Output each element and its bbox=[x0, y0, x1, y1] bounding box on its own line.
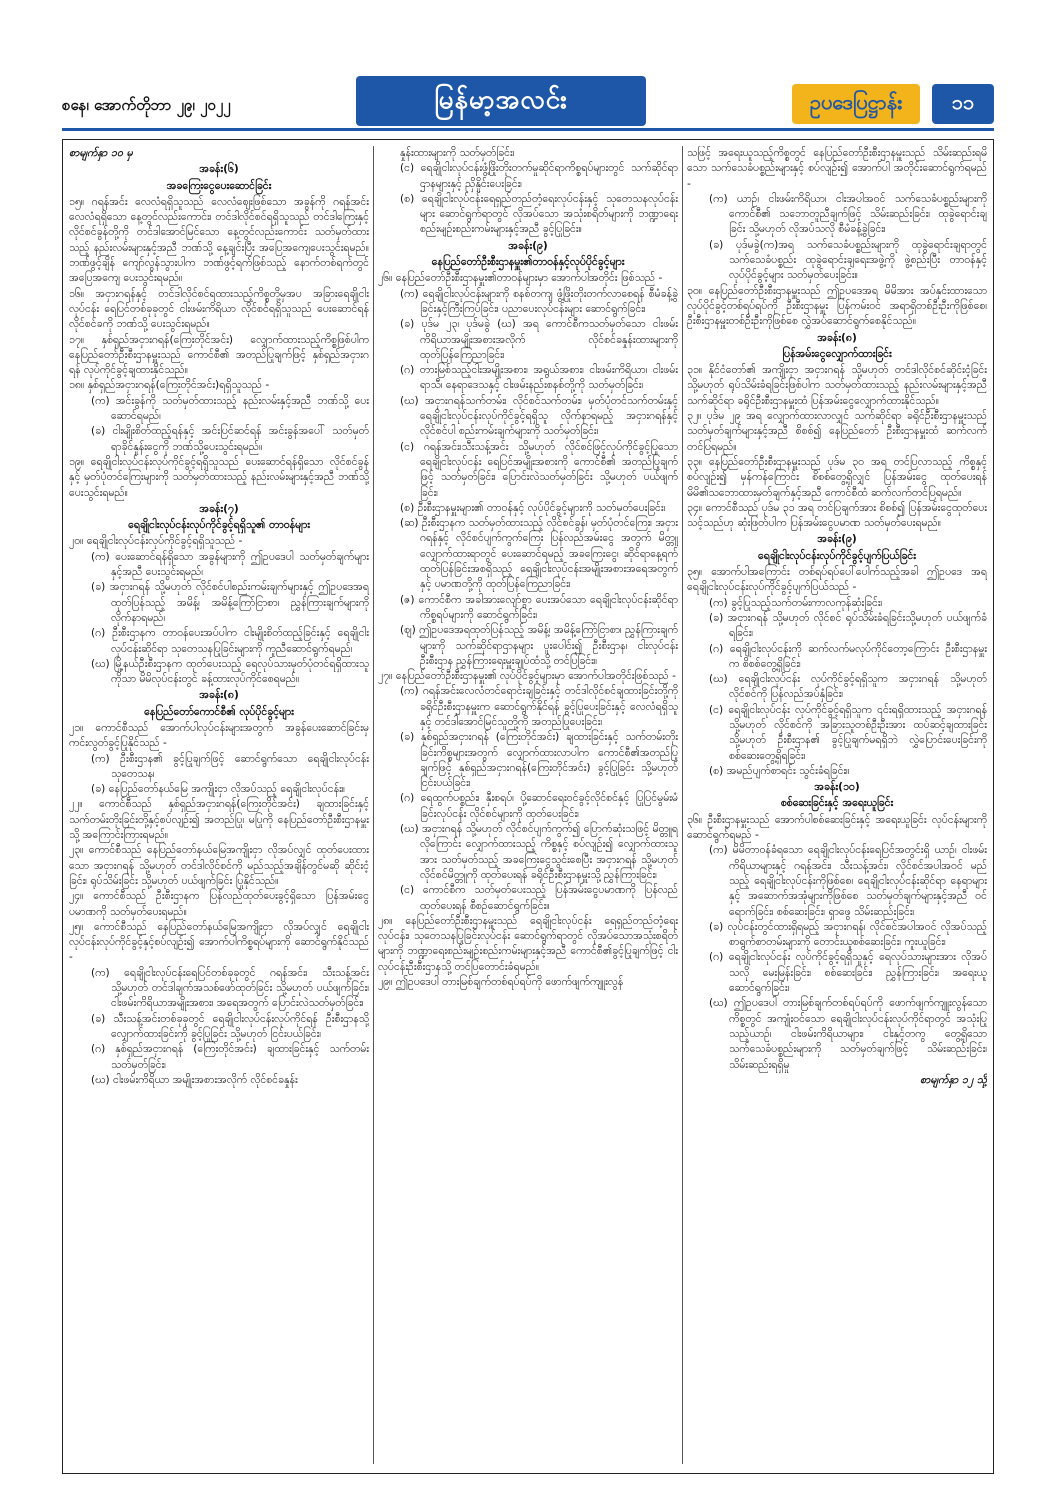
section-paragraph: ၂၁။ ကောင်စီသည် အောက်ပါလုပ်ငန်းများအတွက် အခွန်ပေးဆောင်ခြင်းမှ ကင်းလွတ်ခွင့်ပြုနိုင်သည် - bbox=[69, 721, 369, 750]
subsection: (ဂ) ရေထွက်ပစ္စည်း၊ နှီးစရပ်၊ ပို့ဆောင်ရေးဝင်ခွင့်လိုင်စင်နှင့် ပြုပြင်မွမ်းမံခြင်းလုပ်ငန်း လိုင်စင်များကို ထုတ်ပေးခြင်း၊ bbox=[400, 792, 678, 820]
chapter-title: အခကြေးငွေပေးဆောင်ခြင်း bbox=[166, 179, 272, 192]
section-paragraph: ၂၅။ ကောင်စီသည် နေပြည်တော်နယ်မြေအကျိုးငှာ လိုအပ်လျှင် ရေချိုငါးလုပ်ငန်းလုပ်ကိုင်ခွင့်နှင့်စပ်လျဉ်း၍ အောက်ပါကိစ္စရပ်များကို ဆောင်ရွက်နိုင်သည် - bbox=[69, 920, 369, 964]
article-frame bbox=[62, 139, 994, 1474]
subsection: (ခ) ပုဒ်မ ၂၃၊ ပုဒ်မခွဲ (ဃ) အရ ကောင်စီကသတ်မှတ်သော ငါးဖမ်းကိရိယာအမျိုးအစားအလိုက် လိုင်စင်ခနှုန်းထားများကို ထုတ်ပြန်ကြေညာခြင်း၊ bbox=[400, 318, 678, 361]
subsection: (ခ) ငါးမျိုးစိတ်ထည့်ရန်နှင့် အင်းပြင်ဆင်ရန် အင်းခွန်အပေါ် သတ်မှတ်ရာခိုင်နှုန်းငွေကို ဘဏ်သို့ပေးသွင်းရမည်။ bbox=[91, 425, 369, 453]
subsection: (ခ) လုပ်ငန်းတွင်ထားရှိရမည့် အငှားဂရန်၊ လိုင်စင်အပါအဝင် လိုအပ်သည့်စာရွက်စာတမ်းများကို တောင်းယူစစ်ဆေးခြင်း၊ ကူးယူခြင်း၊ bbox=[709, 920, 987, 949]
subsection: (က) ရေချိုငါးလုပ်ငန်းများကို စနစ်တကျ ဖွံ့ဖြိုးတိုးတက်လာစေရန် စီမံခန့်ခွဲခြင်းနှင့်ကြီးကြပ်ခြင်း၊ ပညာပေးလုပ်ငန်းများ ဆောင်ရွက်ခြင်း၊ bbox=[400, 287, 678, 315]
section-banner bbox=[792, 84, 920, 124]
chapter-number: အခန်း(၁၀) bbox=[814, 781, 860, 794]
subsection: (ဂ) ရေချိုငါးလုပ်ငန်းကို ဆက်လက်မလုပ်ကိုင်တော့ကြောင်း ဦးစီးဌာနမှူးက စိစစ်တွေ့ရှိခြင်း၊ bbox=[709, 642, 987, 670]
subsection: (က) အင်းခွန်ကို သတ်မှတ်ထားသည့် နည်းလမ်းနှင့်အညီ ဘဏ်သို့ ပေးဆောင်ရမည်၊ bbox=[91, 394, 369, 423]
section-paragraph: ၂၄။ ကောင်စီသည် ဦးစီးဌာနက ပြန်လည်ထုတ်ပေးခွင့်ရှိသော ပြန်အမ်းငွေပမာဏကို သတ်မှတ်ပေးရမည်။ bbox=[69, 890, 369, 918]
subsection: (ဃ) ငါးဖမ်းကိရိယာ အမျိုးအစားအလိုက် လိုင်စင်ခနှုန်း bbox=[91, 1073, 298, 1086]
masthead-title: မြန်မာ့အလင်း bbox=[434, 84, 568, 115]
subsection: (င) ဂရန်အင်း၊သီးသန့်အင်း သို့မဟုတ် လိုင်စင်ဖြင့်လုပ်ကိုင်ခွင့်ပြုသော ရေချိုငါးလုပ်ငန်း ရေပြင်အမျိုးအစားကို ကောင်စီ၏ အတည်ပြုချက်ဖြင့် သတ်မှတ်ခြင်း၊ ပြောင်းလဲသတ်မှတ်ခြင်း သို့မဟုတ် ပယ်ဖျက်ခြင်း၊ bbox=[400, 440, 678, 499]
column-divider bbox=[373, 146, 374, 1464]
subsection: (က) ပေးဆောင်ရန်ရှိသော အခွန်များကို ဤဥပဒေပါ သတ်မှတ်ချက်များနှင့်အညီ ပေးသွင်းရမည်၊ bbox=[91, 550, 369, 579]
subsection: (စ) အမည်ပျက်စာရင်း သွင်းခံရခြင်း။ bbox=[709, 764, 850, 777]
chapter-number: အခန်း(၆) bbox=[199, 163, 239, 176]
chapter-number: အခန်း(၉) bbox=[817, 533, 857, 546]
subsection: (ခ) နှစ်ရှည်အငှားဂရန် (ကြေးတိုင်အင်း) ချထားခြင်းနှင့် သက်တမ်းတိုးခြင်းကိစ္စများအတွက် လျှောက်ထားလာပါက ကောင်စီ၏အတည်ပြုချက်ဖြင့် နှစ်ရှည်အငှားဂရန်(ကြေးတိုင်အင်း) ခွင့်ပြုခြင်း သို့မဟုတ် ငြင်းပယ်ခြင်း၊ bbox=[400, 731, 678, 790]
column-divider bbox=[682, 146, 683, 1464]
subsection: (စ) ရေချိုငါးလုပ်ငန်းရေရှည်တည်တံ့ရေးလုပ်ငန်းနှင့် သုတေသနလုပ်ငန်းများ ဆောင်ရွက်ရာတွင် လိုအပ်သော အသုံးစရိတ်များကို ဘဏ္ဍာရေးစည်းမျဉ်းစည်းကမ်းများနှင့်အညီ ခွင့်ပြုခြင်း။ bbox=[400, 192, 678, 236]
chapter-number: အခန်း(၈) bbox=[817, 331, 857, 344]
section-paragraph: ၃၆။ ဦးစီးဌာနမှူးသည် အောက်ပါစစ်ဆေးခြင်းနှင့် အရေးယူခြင်း လုပ်ငန်းများကို ဆောင်ရွက်ရမည် - bbox=[687, 813, 987, 842]
subsection: (င) ရေချိုငါးလုပ်ငန်း လုပ်ကိုင်ခွင့်ရရှိသူက ၎င်းရရှိထားသည့် အငှားဂရန်သို့မဟုတ် လိုင်စင်ကို အခြားသူတစ်ဦးဦးအား ထပ်ဆင့်ချထားခြင်း သို့မဟုတ် ဦးစီးဌာန၏ ခွင့်ပြုချက်မရရှိဘဲ လွှဲပြောင်းပေးခြင်းကို စစ်ဆေးတွေ့ရှိရခြင်း၊ bbox=[709, 703, 987, 762]
chapter-number: အခန်း(၇) bbox=[199, 502, 239, 515]
subsection: (ခ) အငှားဂရန် သို့မဟုတ် လိုင်စင်ပါစည်းကမ်းချက်များနှင့် ဤဥပဒေအရ ထုတ်ပြန်သည့် အမိန့်၊ အမိန့်ကြော်ငြာစာ၊ ညွှန်ကြားချက်များကိုလိုက်နာရမည်၊ bbox=[91, 581, 369, 624]
chapter-title: စစ်ဆေးခြင်းနှင့် အရေးယူခြင်း bbox=[780, 797, 894, 810]
subsection: (ဇ) ကောင်စီက အခါအားလျော်စွာ ပေးအပ်သော ရေချိုငါးလုပ်ငန်းဆိုင်ရာ ကိစ္စရပ်များကို ဆောင်ရွက်ခြင်း၊ bbox=[400, 593, 678, 621]
subsection: (စ) ဦးစီးဌာနမှူးများ၏ တာဝန်နှင့် လုပ်ပိုင်ခွင့်များကို သတ်မှတ်ပေးခြင်း၊ bbox=[400, 501, 666, 514]
chapter-title: ရေချိုငါးလုပ်ငန်းလုပ်ကိုင်ခွင့်ပျက်ပြယ်ခြင်း bbox=[758, 549, 916, 562]
section-paragraph: ၃၅။ အောက်ပါအကြောင်း တစ်ရပ်ရပ်ပေါ်ပေါက်သည့်အခါ ဤဥပဒေ အရ ရေချိုငါးလုပ်ငန်းလုပ်ကိုင်ခွင့်ပျက်ပြယ်သည် - bbox=[687, 566, 987, 594]
continued-to: စာမျက်နှာ ၁၂ သို့ bbox=[919, 1073, 987, 1086]
subsection: (က) ယာဉ်၊ ငါးဖမ်းကိရိယာ၊ ငါးအပါအဝင် သက်သေခံပစ္စည်းများကို ကောင်စီ၏ သဘောတူညီချက်ဖြင့် သိမ်းဆည်းခြင်း၊ ထုခွဲရောင်းချခြင်း သို့မဟုတ် လိုအပ်သလို စီမံခန့်ခွဲခြင်း၊ bbox=[709, 192, 987, 236]
header-rule bbox=[62, 128, 994, 131]
subsection: (ဈ) ဤဥပဒေအရထုတ်ပြန်သည့် အမိန့်၊ အမိန့်ကြော်ငြာစာ၊ ညွှန်ကြားချက်များကို သက်ဆိုင်ရာဌာနများ ပူးပေါင်း၍ ဦးစီးဌာန၊ ငါးလုပ်ငန်းဦးစီးဌာန ညွှန်ကြားရေးမှူးချုပ်ထံသို့ တင်ပြခြင်း။ bbox=[400, 624, 678, 667]
subsection: (ဂ) ဦးစီးဌာနက တာဝန်ပေးအပ်ပါက ငါးမျိုးစိတ်ထည့်ခြင်းနှင့် ရေချိုငါးလုပ်ငန်းဆိုင်ရာ သုတေသနပြုခြင်းများကို ကူညီဆောင်ရွက်ရမည်၊ bbox=[91, 627, 369, 655]
section-paragraph: ၁၅။ ဂရန်အင်း လေလံရရှိသူသည် လေလံဈေးဖြစ်သော အခွန်ကို ဂရန်အင်းလေလံရရှိသော နေ့တွင်လည်းကောင်း၊ တင်ဒါလိုင်စင်ရရှိသူသည် တင်ဒါကြေးနှင့် လိုင်စင်ခွန်တို့ကို တင်ဒါအောင်မြင်သော နေ့တွင်လည်းကောင်း သတ်မှတ်ထားသည့် နည်းလမ်းများနှင့်အညီ ဘဏ်သို့ နေ့ချင်းပြီး အပြေအကျေပေးသွင်းရမည်။ ဘဏ်ဖွင့်ချိန် ကျော်လွန်သွားပါက ဘဏ်ဖွင့်ရက်ဖြစ်သည့် နောက်တစ်ရက်တွင် အပြေအကျေ ပေးသွင်းရမည်။ bbox=[69, 195, 369, 285]
section-paragraph: ၃၂။ ပုဒ်မ ၂၉ အရ လျှောက်ထားလာလျှင် သက်ဆိုင်ရာ ခရိုင်ဦးစီးဌာနမှူးသည် သတ်မှတ်ချက်များနှင့်အညီ စိစစ်၍ နေပြည်တော် ဦးစီးဌာနမှူးထံ ဆက်လက်တင်ပြရမည်။ bbox=[687, 410, 987, 453]
subsection: (ဆ) ဦးစီးဌာနက သတ်မှတ်ထားသည့် လိုင်စင်ခွန်၊ မှတ်ပုံတင်ကြေး၊ အငှားဂရန်နှင့် လိုင်စင်ပျက်ကွက်ကြေး ပြန်လည်အမ်းငွေ အတွက် မိတ္တူလျှောက်ထားရာတွင် ပေးဆောင်ရမည့် အခကြေးငွေ၊ ဆိုင်ရာနေ့ရက် ထုတ်ပြန်ခြင်းအစရှိသည့် ရေချိုငါးလုပ်ငန်းအမျိုးအစားအရေအတွက်နှင့် ပမာဏတို့ကို ထုတ်ပြန်ကြေညာခြင်း၊ bbox=[400, 517, 678, 591]
section-paragraph: ၂၃။ ကောင်စီသည် နေပြည်တော်နယ်မြေအကျိုးငှာ လိုအပ်လျှင် ထုတ်ပေးထားသော အငှားဂရန် သို့မဟုတ် တင်ဒါလိုင်စင်ကို မည်သည့်အချိန်တွင်မဆို ဆိုင်းငံ့ခြင်း၊ ရုပ်သိမ်းခြင်း သို့မဟုတ် ပယ်ဖျက်ခြင်း ပြုနိုင်သည်။ bbox=[69, 844, 369, 887]
issue-date: စနေ၊ အောက်တိုဘာ ၂၉၊ ၂၀၂၂ bbox=[62, 96, 231, 114]
page-number-box bbox=[932, 84, 994, 124]
section-paragraph: ၁၈။ နှစ်ရှည်အငှားဂရန်(ကြေးတိုင်အင်း)ရရှိသူသည် - bbox=[69, 379, 270, 392]
continued-from: စာမျက်နှာ ၁၀ မှ bbox=[69, 147, 133, 159]
subsection: (က) ဦးစီးဌာန၏ ခွင့်ပြုချက်ဖြင့် ဆောင်ရွက်သော ရေချိုငါးလုပ်ငန်းသုတေသန၊ bbox=[91, 752, 369, 780]
subsection: (က) ခွင့်ပြုသည့်သက်တမ်းကာလကုန်ဆုံးခြင်း၊ bbox=[709, 596, 883, 609]
masthead-banner bbox=[356, 76, 646, 126]
subsection: (က) မိမိတာဝန်ခံရသော ရေချိုငါးလုပ်ငန်းရေပြင်အတွင်းရှိ ယာဉ်၊ ငါးဖမ်းကိရိယာများနှင့် ဂရန်အင်း၊ သီးသန့်အင်း၊ လိုင်စင်အပါအဝင် မည်သည့် ရေချိုငါးလုပ်ငန်းကိုဖြစ်စေ၊ ရေချိုငါးလုပ်ငန်းဆိုင်ရာ နေရာများနှင့် အဆောက်အအုံများကိုဖြစ်စေ သတ်မှတ်ချက်များနှင့်အညီ ဝင်ရောက်ခြင်း၊ စစ်ဆေးခြင်း၊ ရှာဖွေ သိမ်းဆည်းခြင်း၊ bbox=[709, 844, 987, 918]
chapter-number: အခန်း(၈) bbox=[199, 689, 239, 702]
section-paragraph: ၃၃။ နေပြည်တော်ဦးစီးဌာနမှူးသည် ပုဒ်မ ၃၀ အရ တင်ပြလာသည့် ကိစ္စနှင့်စပ်လျဉ်း၍ မှန်ကန်ကြောင်း စိစစ်တွေ့ရှိလျှင် ပြန်အမ်းငွေ ထုတ်ပေးရန် မိမိ၏သဘောထားမှတ်ချက်နှင့်အညီ ကောင်စီထံ ဆက်လက်တင်ပြရမည်။ bbox=[687, 455, 987, 499]
section-paragraph: ၂၂။ ကောင်စီသည် နှစ်ရှည်အငှားဂရန်(ကြေးတိုင်အင်း) ချထားခြင်းနှင့် သက်တမ်းတိုးခြင်းတို့နှင့်စပ်လျဉ်း၍ အတည်ပြု၊ မပြုကို နေပြည်တော်ဦးစီးဌာနမှူးသို့ အကြောင်းကြားရမည်။ bbox=[69, 798, 369, 842]
chapter-title: နေပြည်တော်ဦးစီးဌာနမှူး၏တာဝန်နှင့်လုပ်ပိုင်ခွင့်များ bbox=[431, 256, 625, 269]
subsection: (ဃ) ရေချိုငါးလုပ်ငန်း လုပ်ကိုင်ခွင့်ရရှိသူက အငှားဂရန် သို့မဟုတ် လိုင်စင်ကို ပြန်လည်အပ်နှံခြင်း၊ bbox=[709, 673, 987, 701]
page-number: ၁၁ bbox=[951, 90, 975, 114]
subsection: (ခ) သီးသန့်အင်းတစ်ခုခုတွင် ရေချိုငါးလုပ်ငန်းလုပ်ကိုင်ရန် ဦးစီးဌာနသို့ လျှောက်ထားခြင်းကို ခွင့်ပြုခြင်း သို့မဟုတ် ငြင်းပယ်ခြင်း၊ bbox=[91, 1012, 369, 1040]
subsection: (ဃ) မြို့နယ်ဦးစီးဌာနက ထုတ်ပေးသည့် ရေလုပ်သားမှတ်ပုံတင်ရရှိထားသူကိုသာ မိမိလုပ်ငန်းတွင် ခန့်ထားလုပ်ကိုင်စေရမည်။ bbox=[91, 657, 369, 686]
subsection: (ဃ) အငှားဂရန်သက်တမ်း၊ လိုင်စင်သက်တမ်း၊ မှတ်ပုံတင်သက်တမ်းနှင့် ရေချိုငါးလုပ်ငန်းလုပ်ကိုင်ခွင့်ရရှိသူ လိုက်နာရမည့် အငှားဂရန်နှင့် လိုင်စင်ပါ စည်းကမ်းချက်များကို သတ်မှတ်ခြင်း၊ bbox=[400, 394, 678, 438]
section-paragraph: ၂၈။ နေပြည်တော်ဦးစီးဌာနမှူးသည် ရေချိုငါးလုပ်ငန်း ရေရှည်တည်တံ့ရေးလုပ်ငန်း၊ သုတေသနပြုခြင်းလုပ်ငန်း ဆောင်ရွက်ရာတွင် လိုအပ်သောအသုံးစရိတ်များကို ဘဏ္ဍာရေးစည်းမျဉ်းစည်းကမ်းများနှင့်အညီ ကောင်စီ၏ခွင့်ပြုချက်ဖြင့် ငါးလုပ်ငန်းဦးစီးဌာနသို့ တင်ပြတောင်းခံရမည်။ bbox=[378, 914, 678, 973]
subsection: (ဂ) တားမြစ်သည့်ငါးအမျိုးအစား၊ အရွယ်အစား၊ ငါးဖမ်းကိရိယာ၊ ငါးဖမ်းရာသီ၊ နေရာဒေသနှင့် ငါးဖမ်းနည်းစနစ်တို့ကို သတ်မှတ်ခြင်း၊ bbox=[400, 364, 678, 392]
section-paragraph: ၃၄။ ကောင်စီသည် ပုဒ်မ ၃၁ အရ တင်ပြချက်အား စိစစ်၍ ပြန်အမ်းငွေထုတ်ပေးသင့်သည်ဟု ဆုံးဖြတ်ပါက ပြန်အမ်းငွေပမာဏ သတ်မှတ်ပေးရမည်။ bbox=[687, 501, 987, 530]
section-paragraph: ၁၉။ ရေချိုငါးလုပ်ငန်းလုပ်ကိုင်ခွင့်ရရှိသူသည် ပေးဆောင်ရန်ရှိသော လိုင်စင်ခွန်နှင့် မှတ်ပုံတင်ကြေးများကို သတ်မှတ်ထားသည့် နည်းလမ်းများနှင့်အညီ ဘဏ်သို့ပေးသွင်းရမည်။ bbox=[69, 455, 369, 499]
section-paragraph: ၂၀။ ရေချိုငါးလုပ်ငန်းလုပ်ကိုင်ခွင့်ရရှိသူသည် - bbox=[69, 535, 243, 548]
chapter-title: ရေချိုငါးလုပ်ငန်းလုပ်ကိုင်ခွင့်ရရှိသူ၏ တာဝန်များ bbox=[128, 519, 310, 532]
section-paragraph: သဖြင့် အရေးယူသည့်ကိစ္စတွင် နေပြည်တော်ဦးစီးဌာနမှူးသည် သိမ်းဆည်းရမိသော သက်သေခံပစ္စည်းများနှင့် စပ်လျဉ်း၍ အောက်ပါ အတိုင်းဆောင်ရွက်ရမည် - bbox=[687, 147, 987, 190]
subsection: (ခ) အငှားဂရန် သို့မဟုတ် လိုင်စင် ရုပ်သိမ်းခံရခြင်းသို့မဟုတ် ပယ်ဖျက်ခံရခြင်း၊ bbox=[709, 611, 987, 640]
chapter-number: အခန်း(၉) bbox=[508, 239, 548, 252]
section-title: ဥပဒေပြဋ္ဌာန်း bbox=[809, 90, 903, 114]
column-1 bbox=[69, 146, 369, 1464]
chapter-title: ပြန်အမ်းငွေလျှောက်ထားခြင်း bbox=[782, 347, 892, 360]
subsection: (င) ကောင်စီက သတ်မှတ်ပေးသည့် ပြန်အမ်းငွေပမာဏကို ပြန်လည်ထုတ်ပေးရန် စီစဉ်ဆောင်ရွက်ခြင်း။ bbox=[400, 884, 678, 912]
page-header bbox=[0, 0, 1054, 130]
chapter-title: နေပြည်တော်ကောင်စီ၏ လုပ်ပိုင်ခွင့်များ bbox=[144, 705, 294, 718]
section-paragraph: ၂၆။ နေပြည်တော်ဦးစီးဌာနမှူး၏တာဝန်များမှာ အောက်ပါအတိုင်း ဖြစ်သည် - bbox=[378, 272, 663, 285]
section-paragraph: ၁၇။ နှစ်ရှည်အငှားဂရန်(ကြေးတိုင်အင်း) လျှောက်ထားသည့်ကိစ္စဖြစ်ပါက နေပြည်တော်ဦးစီးဌာနမှူးသည် ကောင်စီ၏ အတည်ပြုချက်ဖြင့် နှစ်ရှည်အငှားဂရန် လုပ်ကိုင်ခွင့်ချထားနိုင်သည်။ bbox=[69, 333, 369, 377]
subsection: (င) ရေချိုငါးလုပ်ငန်းဖွံ့ဖြိုးတိုးတက်မှုဆိုင်ရာကိစ္စရပ်များတွင် သက်ဆိုင်ရာဌာနများနှင့် ညှိနှိုင်းပေးခြင်း၊ bbox=[400, 162, 678, 190]
subsection: (ဃ) ဤဥပဒေပါ တားမြစ်ချက်တစ်ရပ်ရပ်ကို ဖောက်ဖျက်ကျူးလွန်သောကိစ္စတွင် အကျုံးဝင်သော ရေချိုငါးလုပ်ငန်းလုပ်ကိုင်ရာတွင် အသုံးပြုသည့်ယာဉ်၊ ငါးဖမ်းကိရိယာများ၊ ငါးနှင့်တကွ တွေ့ရှိသောသက်သေခံပစ္စည်းများကို သတ်မှတ်ချက်ဖြင့် သိမ်းဆည်းခြင်း၊ သိမ်းဆည်းရရှိမှု bbox=[709, 997, 987, 1071]
subsection: (က) ရေချိုငါးလုပ်ငန်းရေပြင်တစ်ခုခုတွင် ဂရန်အင်း၊ သီးသန့်အင်း သို့မဟုတ် တင်ဒါချက်အသစ်ဖော်ထုတ်ခြင်း သို့မဟုတ် ပယ်ဖျက်ခြင်း၊ ငါးဖမ်းကိရိယာအမျိုးအစား၊ အရေအတွက် ပြောင်းလဲသတ်မှတ်ခြင်း၊ bbox=[91, 966, 369, 1010]
subsection: (ဃ) အငှားဂရန် သို့မဟုတ် လိုင်စင်ပျက်ကွက်၍ ပြောက်ဆုံးသဖြင့် မိတ္တူရလိုကြောင်း လျှောက်ထားသည့် ကိစ္စနှင့် စပ်လျဉ်း၍ လျှောက်ထားသူအား သတ်မှတ်သည့် အခကြေးငွေသွင်းစေပြီး အငှားဂရန် သို့မဟုတ် လိုင်စင်မိတ္တူကို ထုတ်ပေးရန် ခရိုင်ဦးစီးဌာနမှူးသို့ ညွှန်ကြားခြင်း၊ bbox=[400, 823, 678, 881]
subsection: (က) ဂရန်အင်းလေလံတင်ရောင်းချခြင်းနှင့် တင်ဒါလိုင်စင်ချထားခြင်းတို့ကို ခရိုင်ဦးစီးဌာနမှူးက ဆောင်ရွက်နိုင်ရန် ခွင့်ပြုပေးခြင်းနှင့် လေလံရရှိသူနှင့် တင်ဒါအောင်မြင်သူတို့ကို အတည်ပြုပေးခြင်း၊ bbox=[400, 685, 678, 728]
section-paragraph: ၃၁။ နိုင်ငံတော်၏ အကျိုးငှာ အငှားဂရန် သို့မဟုတ် တင်ဒါလိုင်စင်ဆိုင်းငံ့ခြင်း သို့မဟုတ် ရုပ်သိမ်းခံရခြင်းဖြစ်ပါက သတ်မှတ်ထားသည့် နည်းလမ်းများနှင့်အညီ သက်ဆိုင်ရာ ခရိုင်ဦးစီးဌာနမှူးထံ ပြန်အမ်းငွေလျှောက်ထားနိုင်သည်။ bbox=[687, 364, 987, 407]
column-2 bbox=[378, 146, 678, 1464]
column-3 bbox=[687, 146, 987, 1464]
subsection: (ခ) နေပြည်တော်နယ်မြေ အကျိုးငှာ လိုအပ်သည့် ရေချိုငါးလုပ်ငန်း။ bbox=[91, 783, 345, 796]
subsection: (ခ) ပုဒ်မခွဲ(က)အရ သက်သေခံပစ္စည်းများကို ထုခွဲရောင်းချရာတွင် သက်သေခံပစ္စည်း ထုခွဲရောင်းချရေးအဖွဲ့ကို ဖွဲ့စည်းပြီး တာဝန်နှင့် လုပ်ပိုင်ခွင့်များ သတ်မှတ်ပေးခြင်း။ bbox=[709, 238, 987, 282]
subsection: (ဂ) ရေချိုငါးလုပ်ငန်း လုပ်ကိုင်ခွင့်ရရှိသူနှင့် ရေလုပ်သားများအား လိုအပ်သလို မေးမြန်းခြင်း၊ စစ်ဆေးခြင်း၊ ညွှန်ကြားခြင်း၊ အရေးယူဆောင်ရွက်ခြင်း၊ bbox=[709, 951, 987, 995]
subsection: နှုန်းထားများကို သတ်မှတ်ခြင်း၊ bbox=[400, 147, 515, 159]
section-paragraph: ၁၆။ အငှားဂရန်နှင့် တင်ဒါလိုင်စင်ရထားသည့်ကိစ္စတို့မှအပ အခြားရေချိုငါးလုပ်ငန်း ရေပြင်တစ်ခုခုတွင် ငါးဖမ်းကိရိယာ လိုင်စင်ရရှိသူသည် ပေးဆောင်ရန်လိုင်စင်ခကို ဘဏ်သို့ ပေးသွင်းရမည်။ bbox=[69, 287, 369, 331]
section-paragraph: ၂၇။ နေပြည်တော်ဦးစီးဌာနမှူး၏ လုပ်ပိုင်ခွင့်များမှာ အောက်ပါအတိုင်းဖြစ်သည် - bbox=[378, 670, 676, 683]
section-paragraph: ၂၉။ ဤဥပဒေပါ တားမြစ်ချက်တစ်ရပ်ရပ်ကို ဖောက်ဖျက်ကျူးလွန် bbox=[378, 976, 624, 989]
subsection: (ဂ) နှစ်ရှည်အငှားဂရန် (ကြေးတိုင်အင်း) ချထားခြင်းနှင့် သက်တမ်းသတ်မှတ်ခြင်း၊ bbox=[91, 1043, 369, 1071]
section-paragraph: ၃၀။ နေပြည်တော်ဦးစီးဌာနမှူးသည် ဤဥပဒေအရ မိမိအား အပ်နှင်းထားသော လုပ်ပိုင်ခွင့်တစ်ရပ်ရပ်ကို ဦးစီးဌာနမှူး ပြန်ကမ်းဝင် အရာရှိတစ်ဦးဦးကိုဖြစ်စေ၊ ဦးစီးဌာနမှူးတစ်ဦးဦးကိုဖြစ်စေ လွှဲအပ်ဆောင်ရွက်စေနိုင်သည်။ bbox=[687, 284, 987, 328]
